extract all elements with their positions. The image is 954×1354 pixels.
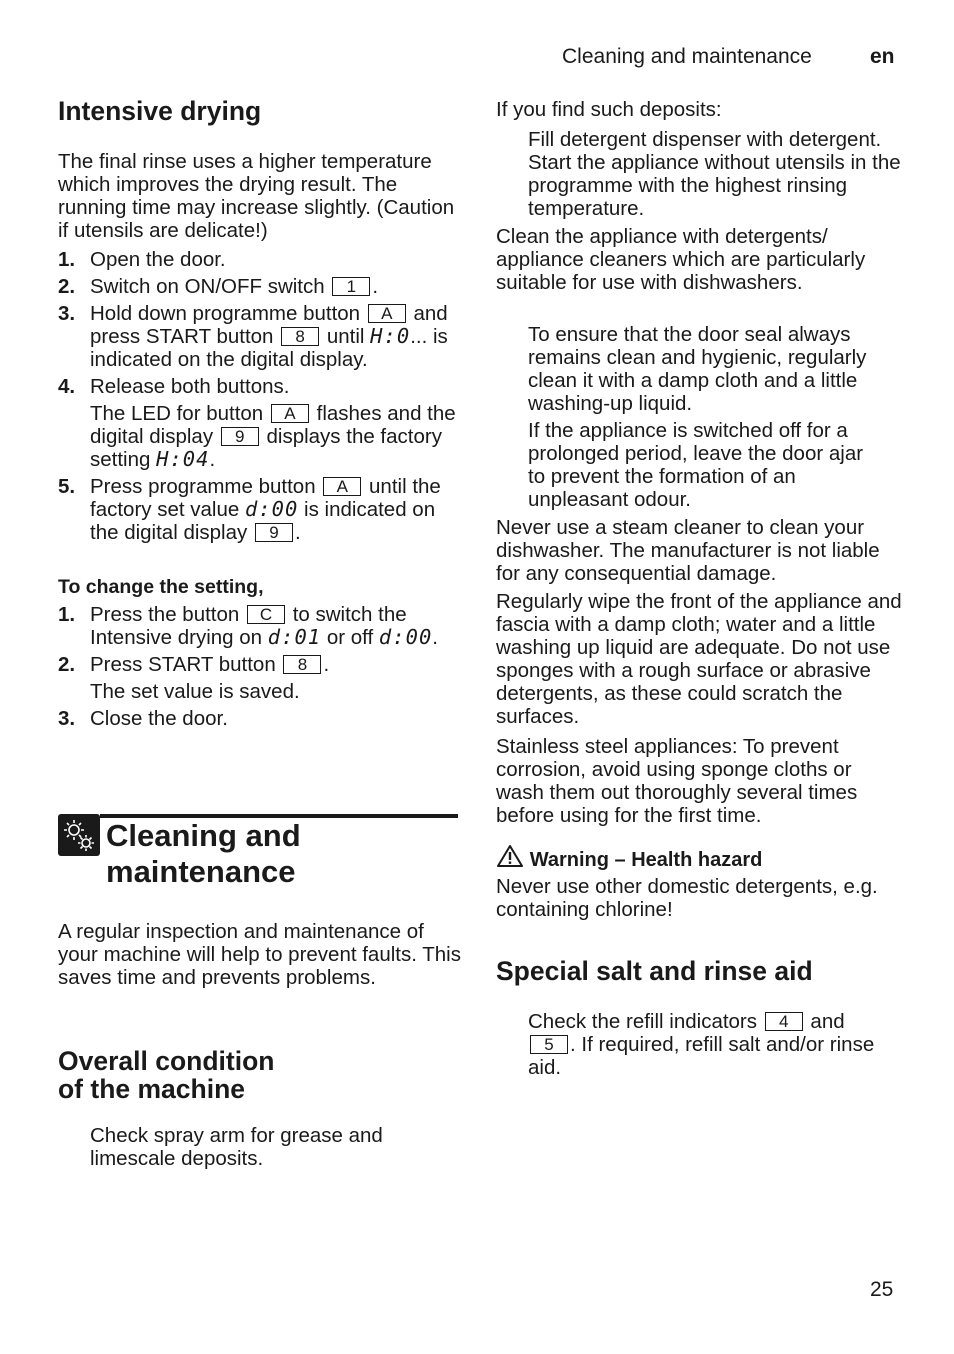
step-text: . xyxy=(432,626,438,649)
chapter-intro: A regular inspection and maintenance of your machine will help to prevent faults. This saves time and prevents problems. xyxy=(58,920,461,989)
step-text: until the factory set value xyxy=(90,475,441,521)
warning-title: Warning – Health hazard xyxy=(529,849,763,871)
display-segment-text: d:00 xyxy=(244,497,299,521)
step-text: Switch on ON/OFF switch xyxy=(90,275,325,298)
door-seal-text: To ensure that the door seal always remains clean and hygienic, regularly clean it with a damp cloth and a little washing-up liquid. xyxy=(528,323,867,415)
button-reference-box: 9 xyxy=(221,427,259,446)
running-header-section: Cleaning and maintenance xyxy=(562,45,812,68)
stainless-steel-text: Stainless steel appliances: To prevent corrosion, avoid using sponge cloths or wash them out thoroughly several times before using for the first time. xyxy=(496,735,858,827)
switched-off-text: If the appliance is switched off for a prolonged period, leave the door ajar to prevent the formation of an unpleasant odour. xyxy=(528,419,864,511)
step-text: Hold down programme button xyxy=(90,302,361,325)
step-item xyxy=(58,603,463,649)
warning-block xyxy=(496,844,906,921)
step-note: The LED for button xyxy=(90,402,264,425)
step-text: is indicated on the digital display xyxy=(90,498,436,544)
step-number: 4. xyxy=(58,375,76,398)
chapter-title xyxy=(106,818,301,890)
steam-cleaner-text: Never use a steam cleaner to clean your dishwasher. The manufacturer is not liable for any consequential damage. xyxy=(496,516,880,585)
step-text: Press programme button xyxy=(90,475,316,498)
display-segment-text: d:00 xyxy=(378,625,433,649)
step-note: The set value is saved. xyxy=(90,680,300,703)
special-salt-heading: Special salt and rinse aid xyxy=(496,956,813,986)
step-number: 1. xyxy=(58,248,76,271)
wipe-front-text: Regularly wipe the front of the appliance and fascia with a damp cloth; water and a little washing up liquid are adequate. Do not use sponges with a rough surface or abrasive detergents, as these could scratch the surfaces. xyxy=(496,590,902,728)
step-item xyxy=(58,707,463,730)
step-text: ... is indicated on the digital display. xyxy=(90,325,448,371)
chapter-title-line: maintenance xyxy=(106,854,296,889)
step-number: 3. xyxy=(58,707,76,730)
overall-condition-heading xyxy=(58,1047,463,1103)
step-text: . xyxy=(323,653,330,676)
step-item xyxy=(58,475,463,544)
step-number: 5. xyxy=(58,475,76,498)
check-spray-arm-text: Check spray arm for grease and limescale deposits. xyxy=(90,1124,383,1170)
salt-text: Check the refill indicators xyxy=(528,1010,758,1033)
step-text: Press START button xyxy=(90,653,276,676)
step-number: 3. xyxy=(58,302,76,325)
button-reference-box: 1 xyxy=(332,277,370,296)
step-text: Press the button xyxy=(90,603,240,626)
salt-text: and xyxy=(810,1010,845,1033)
clean-with-detergents-text: Clean the appliance with detergents/ appliance cleaners which are particularly suitable for use with dishwashers. xyxy=(496,225,866,294)
intensive-drying-heading: Intensive drying xyxy=(58,96,262,126)
step-note: flashes and the digital display xyxy=(90,402,456,448)
page-number: 25 xyxy=(870,1278,894,1301)
step-item xyxy=(58,248,463,271)
step-item xyxy=(58,653,463,703)
step-text: to switch the Intensive drying on xyxy=(90,603,407,649)
step-note: . xyxy=(209,448,216,471)
step-text: Release both buttons. xyxy=(90,375,290,398)
button-reference-box: 8 xyxy=(283,655,321,674)
intensive-steps-list xyxy=(58,248,463,548)
button-reference-box: C xyxy=(247,605,285,624)
change-setting-heading: To change the setting, xyxy=(58,576,264,598)
step-text: and press START button xyxy=(90,302,448,348)
step-text: . xyxy=(294,521,301,544)
gear-icon xyxy=(58,814,100,856)
salt-check-text xyxy=(496,1010,888,1079)
display-segment-text: H:04 xyxy=(156,447,210,471)
heading-line: of the machine xyxy=(58,1074,246,1104)
step-number: 1. xyxy=(58,603,76,626)
indicator-reference-box: 4 xyxy=(765,1012,803,1031)
indicator-reference-box: 5 xyxy=(530,1035,568,1054)
button-reference-box: A xyxy=(271,404,309,423)
button-reference-box: A xyxy=(368,304,406,323)
step-text: Close the door. xyxy=(90,707,228,730)
warning-text: Never use other domestic detergents, e.g. containing chlorine! xyxy=(496,875,878,921)
display-segment-text: d:01 xyxy=(267,625,322,649)
chapter-title-line: Cleaning and xyxy=(106,818,301,853)
step-text: Open the door. xyxy=(90,248,226,271)
step-number: 2. xyxy=(58,653,76,676)
salt-text: . If required, refill salt and/or rinse aid. xyxy=(528,1033,875,1079)
running-header-language: en xyxy=(870,45,895,68)
step-text: or off xyxy=(326,626,374,649)
step-item xyxy=(58,375,463,471)
step-note: displays the factory setting xyxy=(90,425,442,471)
intensive-drying-intro: The final rinse uses a higher temperature which improves the drying result. The running time may increase slightly. (Caution if utensils are delicate!) xyxy=(58,150,455,242)
button-reference-box: 9 xyxy=(255,523,293,542)
button-reference-box: A xyxy=(323,477,361,496)
step-number: 2. xyxy=(58,275,76,298)
display-segment-text: H:0 xyxy=(370,324,411,348)
heading-line: Overall condition xyxy=(58,1046,275,1076)
step-item xyxy=(58,302,463,371)
button-reference-box: 8 xyxy=(281,327,319,346)
warning-triangle-icon xyxy=(496,848,530,871)
change-steps-list xyxy=(58,603,463,734)
step-text: . xyxy=(372,275,379,298)
if-deposits-text: If you find such deposits: xyxy=(496,98,722,121)
fill-detergent-text: Fill detergent dispenser with detergent. Start the appliance without utensils in the programme with the highest rinsing temperature. xyxy=(528,128,901,220)
step-item xyxy=(58,275,463,298)
step-text: until xyxy=(326,325,365,348)
